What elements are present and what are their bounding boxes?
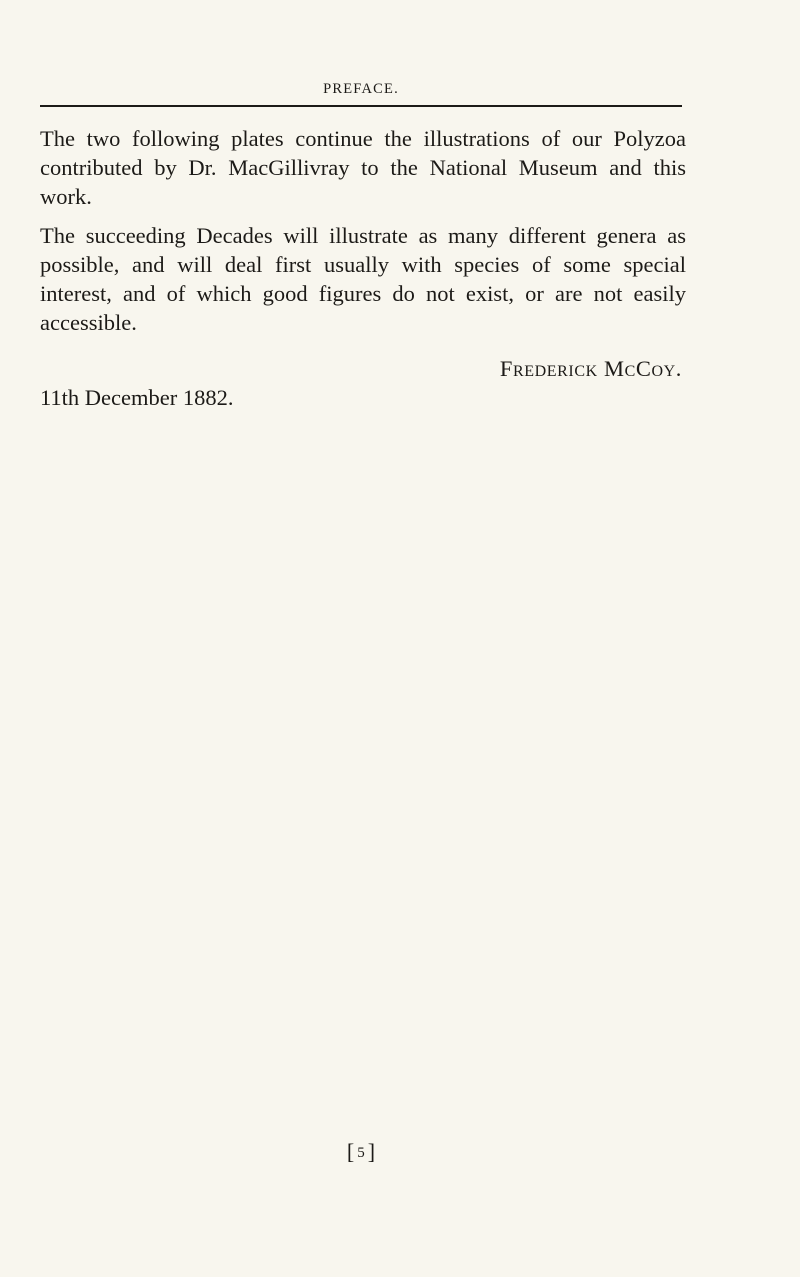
folio-open-bracket: [ — [346, 1139, 355, 1164]
signature: Frederick McCoy. — [499, 356, 682, 381]
folio-close-bracket: ] — [367, 1139, 376, 1164]
paragraph-1: The two following plates continue the illustrations of our Polyzoa contributed by Dr. MacGillivray to the National Museum and this work. — [40, 126, 686, 209]
running-head: PREFACE. — [323, 81, 399, 97]
page-number — [0, 1138, 722, 1167]
header-rule — [40, 105, 682, 107]
paragraph-2: The succeeding Decades will illustrate as many different genera as possible, and will deal first usually with species of some special interest, and of which good figures do not exist, or are not easily accessible. — [40, 223, 686, 335]
date-line: 11th December 1882. — [40, 385, 234, 410]
body-text — [40, 124, 686, 347]
folio-number: 5 — [357, 1145, 365, 1161]
